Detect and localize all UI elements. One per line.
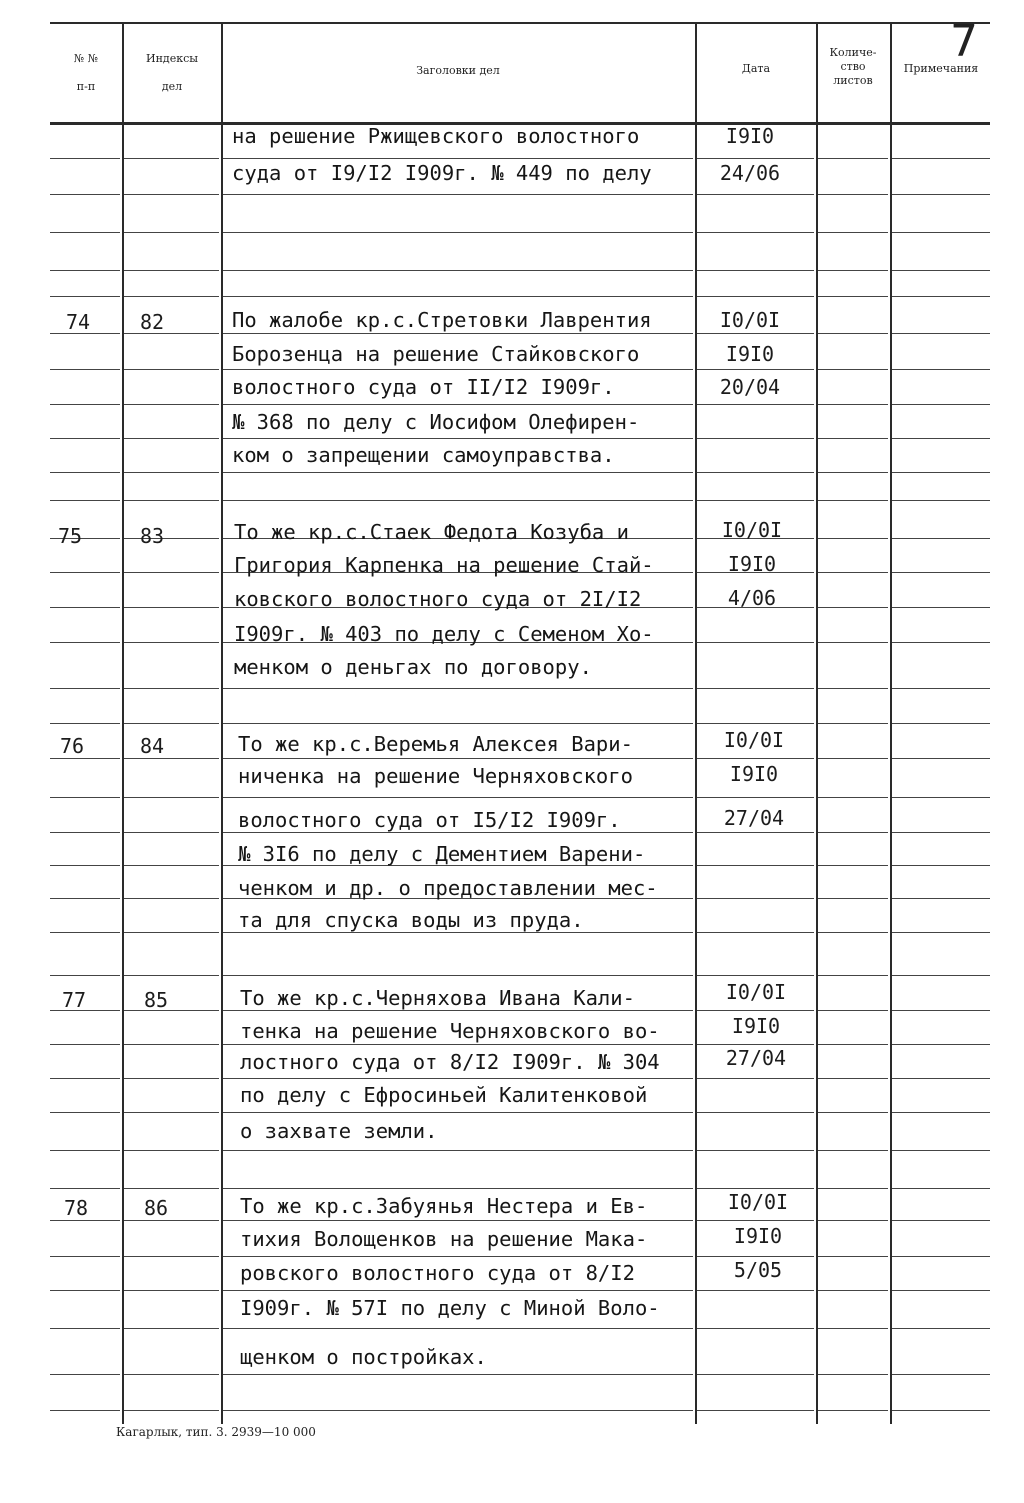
entry-line: ковского волостного суда от 2I/I2 bbox=[234, 587, 642, 611]
ruled-line bbox=[124, 1112, 219, 1113]
ruled-line bbox=[223, 232, 693, 233]
ruled-line bbox=[892, 758, 990, 759]
ruled-line bbox=[124, 1010, 219, 1011]
ruled-line bbox=[697, 232, 814, 233]
entry-number: 77 bbox=[62, 988, 87, 1012]
entry-index: 82 bbox=[140, 310, 165, 334]
ruled-line bbox=[892, 500, 990, 501]
ruled-line bbox=[124, 607, 219, 608]
entry-line: То же кр.с.Стаек Федота Козуба и bbox=[234, 520, 629, 544]
entry-date: 20/04 bbox=[719, 375, 781, 399]
ruled-line bbox=[124, 1150, 219, 1151]
ruled-line bbox=[892, 369, 990, 370]
ruled-line bbox=[50, 1374, 120, 1375]
ruled-line bbox=[124, 688, 219, 689]
ruled-line bbox=[892, 1044, 990, 1045]
entry-line: № 368 по делу с Иосифом Олефирен- bbox=[232, 410, 640, 434]
ruled-line bbox=[124, 500, 219, 501]
entry-line: о захвате земли. bbox=[240, 1119, 438, 1143]
entry-number: 78 bbox=[64, 1196, 89, 1220]
ruled-line bbox=[818, 642, 888, 643]
ruled-line bbox=[818, 758, 888, 759]
entry-line: менком о деньгах по договору. bbox=[234, 655, 592, 679]
col-line-2 bbox=[221, 24, 223, 1424]
ruled-line bbox=[50, 1078, 120, 1079]
entry-date: I9I0 bbox=[725, 124, 775, 148]
ruled-line bbox=[50, 1188, 120, 1189]
ruled-line bbox=[50, 158, 120, 159]
ruled-line bbox=[818, 333, 888, 334]
ruled-line bbox=[697, 500, 814, 501]
header-col-date: Дата bbox=[741, 62, 771, 75]
ruled-line bbox=[892, 194, 990, 195]
ruled-line bbox=[124, 472, 219, 473]
ruled-line bbox=[124, 369, 219, 370]
ruled-line bbox=[818, 404, 888, 405]
ruled-line bbox=[818, 723, 888, 724]
ruled-line bbox=[892, 1410, 990, 1411]
ruled-line bbox=[697, 932, 814, 933]
entry-line: № 3I6 по делу с Дементием Варени- bbox=[238, 842, 646, 866]
entry-line: ровского волостного суда от 8/I2 bbox=[240, 1261, 635, 1285]
ruled-line bbox=[50, 270, 120, 271]
header-col-count: Количе- ство листов bbox=[829, 46, 877, 87]
ruled-line bbox=[892, 797, 990, 798]
ruled-line bbox=[697, 472, 814, 473]
entry-date: I0/0I bbox=[719, 308, 781, 332]
header-col-num: № № п-п bbox=[73, 52, 99, 93]
ruled-line bbox=[818, 438, 888, 439]
ruled-line bbox=[818, 1188, 888, 1189]
entry-date: I9I0 bbox=[731, 1014, 781, 1038]
ruled-line bbox=[892, 642, 990, 643]
entry-date: I0/0I bbox=[723, 728, 785, 752]
ruled-line bbox=[124, 438, 219, 439]
ruled-line bbox=[892, 538, 990, 539]
ruled-line bbox=[124, 932, 219, 933]
ruled-line bbox=[50, 1290, 120, 1291]
ruled-line bbox=[892, 1256, 990, 1257]
ruled-line bbox=[124, 333, 219, 334]
ruled-line bbox=[124, 1290, 219, 1291]
ruled-line bbox=[818, 688, 888, 689]
ruled-line bbox=[697, 1078, 814, 1079]
entry-line: То же кр.с.Веремья Алексея Вари- bbox=[238, 732, 633, 756]
ruled-line bbox=[50, 832, 120, 833]
entry-date: 5/05 bbox=[733, 1258, 783, 1282]
ruled-line bbox=[697, 865, 814, 866]
ruled-line bbox=[892, 270, 990, 271]
ruled-line bbox=[818, 472, 888, 473]
entry-date: 27/04 bbox=[725, 1046, 787, 1070]
ruled-line bbox=[697, 797, 814, 798]
ruled-line bbox=[818, 194, 888, 195]
ruled-line bbox=[892, 1078, 990, 1079]
ruled-line bbox=[124, 975, 219, 976]
ruled-line bbox=[892, 572, 990, 573]
ruled-line bbox=[697, 438, 814, 439]
entry-line: волостного суда от I5/I2 I909г. bbox=[238, 808, 621, 832]
entry-line: на решение Ржищевского волостного bbox=[232, 124, 640, 148]
ruled-line bbox=[818, 1044, 888, 1045]
ruled-line bbox=[124, 1410, 219, 1411]
ruled-line bbox=[697, 688, 814, 689]
ruled-line bbox=[223, 1410, 693, 1411]
entry-line: То же кр.с.Черняхова Ивана Кали- bbox=[240, 986, 635, 1010]
ruled-line bbox=[818, 500, 888, 501]
ruled-line bbox=[697, 898, 814, 899]
ruled-line bbox=[892, 404, 990, 405]
ruled-line bbox=[50, 1044, 120, 1045]
entry-number: 76 bbox=[60, 734, 85, 758]
ruled-line bbox=[892, 975, 990, 976]
entry-index: 85 bbox=[144, 988, 169, 1012]
ruled-line bbox=[892, 472, 990, 473]
ruled-line bbox=[50, 723, 120, 724]
ruled-line bbox=[697, 404, 814, 405]
ruled-line bbox=[818, 898, 888, 899]
ruled-line bbox=[818, 1410, 888, 1411]
ruled-line bbox=[124, 232, 219, 233]
ruled-line bbox=[892, 232, 990, 233]
entry-line: щенком о постройках. bbox=[240, 1345, 487, 1369]
ruled-line bbox=[124, 1188, 219, 1189]
ruled-line bbox=[124, 404, 219, 405]
ruled-line bbox=[818, 369, 888, 370]
ruled-line bbox=[124, 1374, 219, 1375]
ruled-line bbox=[50, 500, 120, 501]
ruled-line bbox=[223, 404, 693, 405]
ruled-line bbox=[50, 865, 120, 866]
ruled-line bbox=[124, 1328, 219, 1329]
ruled-line bbox=[124, 1078, 219, 1079]
ruled-line bbox=[50, 758, 120, 759]
ruled-line bbox=[892, 158, 990, 159]
ruled-line bbox=[818, 1078, 888, 1079]
ruled-line bbox=[892, 607, 990, 608]
ruled-line bbox=[892, 1010, 990, 1011]
entry-line: Григория Карпенка на решение Стай- bbox=[234, 553, 654, 577]
ruled-line bbox=[697, 1290, 814, 1291]
ruled-line bbox=[697, 1410, 814, 1411]
ruled-line bbox=[124, 642, 219, 643]
ruled-line bbox=[697, 1150, 814, 1151]
ruled-line bbox=[892, 688, 990, 689]
ruled-line bbox=[697, 296, 814, 297]
entry-line: Борозенца на решение Стайковского bbox=[232, 342, 640, 366]
ruled-line bbox=[50, 642, 120, 643]
ruled-line bbox=[50, 1220, 120, 1221]
ruled-line bbox=[892, 1328, 990, 1329]
entry-line: I909г. № 57I по делу с Миной Воло- bbox=[240, 1296, 660, 1320]
col-line-1 bbox=[122, 24, 124, 1424]
entry-date: I0/0I bbox=[727, 1190, 789, 1214]
ruled-line bbox=[50, 932, 120, 933]
ruled-line bbox=[223, 500, 693, 501]
ruled-line bbox=[50, 296, 120, 297]
ruled-line bbox=[892, 1112, 990, 1113]
ruled-line bbox=[223, 797, 693, 798]
ruled-line bbox=[892, 1188, 990, 1189]
ruled-line bbox=[124, 723, 219, 724]
ruled-line bbox=[50, 369, 120, 370]
entry-line: суда от I9/I2 I909г. № 449 по делу bbox=[232, 161, 652, 185]
ruled-line bbox=[697, 270, 814, 271]
ruled-line bbox=[818, 270, 888, 271]
entry-date: I9I0 bbox=[725, 342, 775, 366]
ruled-line bbox=[223, 1328, 693, 1329]
ruled-line bbox=[818, 832, 888, 833]
ruled-line bbox=[818, 1112, 888, 1113]
ruled-line bbox=[50, 1256, 120, 1257]
ruled-line bbox=[124, 538, 219, 539]
ruled-line bbox=[50, 194, 120, 195]
entry-index: 83 bbox=[140, 524, 165, 548]
entry-date: I0/0I bbox=[721, 518, 783, 542]
entry-line: тихия Волощенков на решение Мака- bbox=[240, 1227, 648, 1251]
ruled-line bbox=[818, 1220, 888, 1221]
ruled-line bbox=[818, 1010, 888, 1011]
ruled-line bbox=[50, 404, 120, 405]
printer-footer: Кагарлык, тип. 3. 2939—10 000 bbox=[116, 1425, 316, 1439]
entry-line: тенка на решение Черняховского во- bbox=[240, 1019, 660, 1043]
ruled-line bbox=[124, 758, 219, 759]
ruled-line bbox=[223, 1112, 693, 1113]
ruled-line bbox=[223, 296, 693, 297]
entry-line: По жалобе кр.с.Стретовки Лаврентия bbox=[232, 308, 652, 332]
ruled-line bbox=[223, 688, 693, 689]
entry-line: по делу с Ефросиньей Калитенковой bbox=[240, 1083, 648, 1107]
ruled-line bbox=[892, 1290, 990, 1291]
entry-index: 84 bbox=[140, 734, 165, 758]
ruled-line bbox=[124, 1256, 219, 1257]
ruled-line bbox=[223, 194, 693, 195]
ruled-line bbox=[697, 1112, 814, 1113]
ruled-line bbox=[818, 296, 888, 297]
ruled-line bbox=[697, 642, 814, 643]
ruled-line bbox=[124, 572, 219, 573]
ruled-line bbox=[818, 607, 888, 608]
entry-date: I9I0 bbox=[727, 552, 777, 576]
ruled-line bbox=[50, 797, 120, 798]
ruled-line bbox=[50, 472, 120, 473]
header-col-notes: Примечания bbox=[903, 62, 979, 75]
entry-number: 75 bbox=[58, 524, 83, 548]
ruled-line bbox=[818, 1374, 888, 1375]
ruled-line bbox=[818, 232, 888, 233]
ruled-line bbox=[124, 194, 219, 195]
entry-line: волостного суда от II/I2 I909г. bbox=[232, 375, 615, 399]
ruled-line bbox=[892, 932, 990, 933]
ruled-line bbox=[124, 797, 219, 798]
ruled-line bbox=[50, 688, 120, 689]
ruled-line bbox=[892, 1374, 990, 1375]
ruled-line bbox=[124, 1220, 219, 1221]
ruled-line bbox=[50, 1112, 120, 1113]
ruled-line bbox=[124, 296, 219, 297]
ruled-line bbox=[818, 797, 888, 798]
entry-date: 27/04 bbox=[723, 806, 785, 830]
ruled-line bbox=[124, 158, 219, 159]
page-number: 7 bbox=[950, 16, 978, 67]
entry-date: I0/0I bbox=[725, 980, 787, 1004]
ruled-line bbox=[223, 1290, 693, 1291]
ruled-line bbox=[697, 1374, 814, 1375]
ruled-line bbox=[223, 1374, 693, 1375]
entry-date: 24/06 bbox=[719, 161, 781, 185]
ruled-line bbox=[50, 438, 120, 439]
entry-line: ком о запрещении самоуправства. bbox=[232, 443, 615, 467]
ruled-line bbox=[50, 572, 120, 573]
ruled-line bbox=[697, 1328, 814, 1329]
ruled-line bbox=[223, 723, 693, 724]
ruled-line bbox=[124, 1044, 219, 1045]
top-border bbox=[50, 22, 990, 24]
ruled-line bbox=[892, 898, 990, 899]
col-line-5 bbox=[890, 24, 892, 1424]
entry-number: 74 bbox=[66, 310, 91, 334]
ruled-line bbox=[818, 865, 888, 866]
ruled-line bbox=[223, 1188, 693, 1189]
ruled-line bbox=[50, 607, 120, 608]
ruled-line bbox=[818, 538, 888, 539]
entry-line: I909г. № 403 по делу с Семеном Хо- bbox=[234, 622, 654, 646]
ruled-line bbox=[223, 270, 693, 271]
ruled-line bbox=[818, 158, 888, 159]
entry-date: I9I0 bbox=[733, 1224, 783, 1248]
entry-index: 86 bbox=[144, 1196, 169, 1220]
ruled-line bbox=[50, 232, 120, 233]
entry-line: лостного суда от 8/I2 I909г. № 304 bbox=[240, 1050, 660, 1074]
ruled-line bbox=[50, 898, 120, 899]
ruled-line bbox=[223, 472, 693, 473]
ruled-line bbox=[892, 333, 990, 334]
ruled-line bbox=[223, 1150, 693, 1151]
ruled-line bbox=[50, 975, 120, 976]
ruled-line bbox=[892, 438, 990, 439]
entry-date: 4/06 bbox=[727, 586, 777, 610]
ruled-line bbox=[892, 832, 990, 833]
ruled-line bbox=[818, 975, 888, 976]
ruled-line bbox=[50, 1410, 120, 1411]
ruled-line bbox=[892, 865, 990, 866]
ruled-line bbox=[818, 932, 888, 933]
ruled-line bbox=[892, 1220, 990, 1221]
ruled-line bbox=[50, 1150, 120, 1151]
ruled-line bbox=[892, 1150, 990, 1151]
ruled-line bbox=[124, 898, 219, 899]
ruled-line bbox=[124, 865, 219, 866]
entry-line: та для спуска воды из пруда. bbox=[238, 908, 584, 932]
entry-date: I9I0 bbox=[729, 762, 779, 786]
ruled-line bbox=[818, 572, 888, 573]
ruled-line bbox=[892, 296, 990, 297]
ruled-line bbox=[892, 723, 990, 724]
entry-line: ченком и др. о предоставлении мес- bbox=[238, 876, 658, 900]
ruled-line bbox=[818, 1290, 888, 1291]
ruled-line bbox=[697, 194, 814, 195]
ruled-line bbox=[124, 832, 219, 833]
ruled-line bbox=[50, 1328, 120, 1329]
header-col-index: Индексы дел bbox=[146, 52, 198, 93]
ruled-line bbox=[818, 1328, 888, 1329]
ruled-line bbox=[124, 270, 219, 271]
ruled-line bbox=[818, 1256, 888, 1257]
entry-line: То же кр.с.Забуянья Нестера и Ев- bbox=[240, 1194, 648, 1218]
ruled-line bbox=[223, 975, 693, 976]
ruled-line bbox=[818, 1150, 888, 1151]
entry-line: ниченка на решение Черняховского bbox=[238, 764, 633, 788]
header-col-title: Заголовки дел bbox=[416, 64, 500, 77]
